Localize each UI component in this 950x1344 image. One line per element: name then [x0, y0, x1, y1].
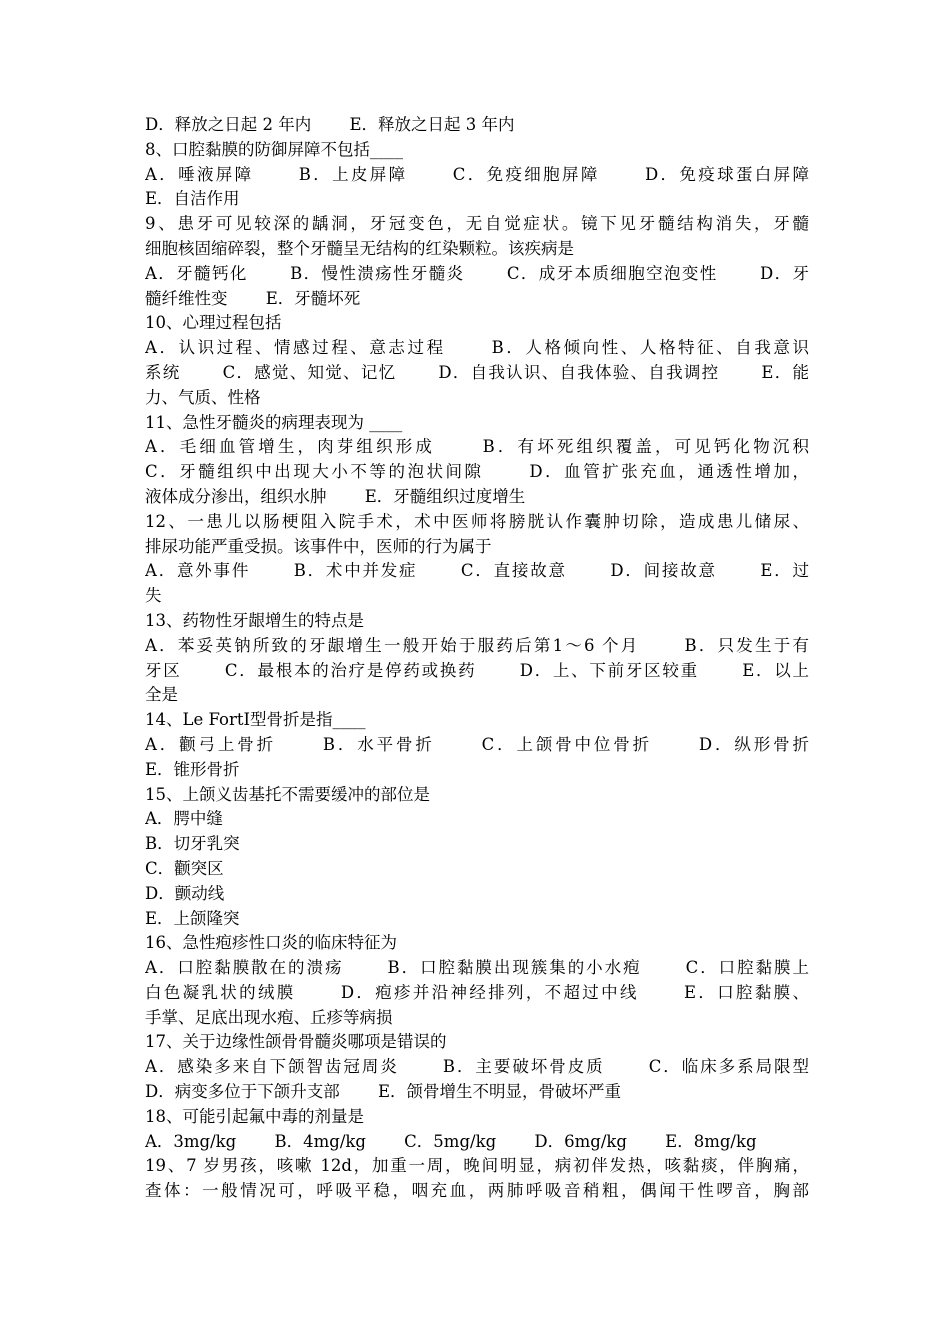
text-line: A．口腔黏膜散在的溃疡 B．口腔黏膜出现簇集的小水疱 C．口腔黏膜上: [145, 958, 809, 978]
text-line: 9、患牙可见较深的龋洞，牙冠变色，无自觉症状。镜下见牙髓结构消失，牙髓: [145, 214, 809, 234]
text-line: 排尿功能严重受损。该事件中，医师的行为属于: [145, 536, 492, 556]
text-line: 17、关于边缘性颌骨骨髓炎哪项是错误的: [145, 1032, 447, 1052]
text-line: 14、Le FortⅠ型骨折是指____: [145, 710, 366, 730]
text-line: D．释放之日起 2 年内 E．释放之日起 3 年内: [145, 115, 515, 134]
text-line: A．颧弓上骨折 B．水平骨折 C．上颌骨中位骨折 D．纵形骨折: [145, 734, 809, 754]
text-line: 11、急性牙髓炎的病理表现为 ____: [145, 412, 403, 432]
text-line: 手掌、足底出现水疱、丘疹等病损: [145, 1007, 393, 1027]
text-line: 19、7 岁男孩，咳嗽 12d，加重一周，晚间明显，病初伴发热，咳黏痰，伴胸痛，: [145, 1156, 809, 1176]
text-line: 髓纤维性变 E．牙髓坏死: [145, 288, 361, 308]
text-line: 16、急性疱疹性口炎的临床特征为: [145, 933, 397, 953]
text-line: 液体成分渗出，组织水肿 E．牙髓组织过度增生: [145, 486, 526, 506]
text-line: A．3mg/kg B．4mg/kg C．5mg/kg D．6mg/kg E．8mg/kg: [145, 1131, 757, 1151]
text-line: E．锥形骨折: [145, 759, 240, 779]
text-line: 15、上颌义齿基托不需要缓冲的部位是: [145, 784, 430, 804]
text-line: A．认识过程、情感过程、意志过程 B．人格倾向性、人格特征、自我意识: [145, 338, 809, 358]
text-line: A．唾液屏障 B．上皮屏障 C．免疫细胞屏障 D．免疫球蛋白屏障: [145, 164, 809, 184]
text-line: 细胞核固缩碎裂，整个牙髓呈无结构的红染颗粒。该疾病是: [145, 238, 574, 258]
text-line: 全是: [145, 685, 178, 705]
text-line: D．颤动线: [145, 883, 225, 903]
text-line: 12、一患儿以肠梗阻入院手术，术中医师将膀胱认作囊肿切除，造成患儿储尿、: [145, 511, 809, 531]
text-line: A．腭中缝: [145, 809, 223, 829]
text-line: A．感染多来自下颌智齿冠周炎 B．主要破坏骨皮质 C．临床多系局限型: [145, 1057, 809, 1077]
text-line: B．切牙乳突: [145, 834, 240, 854]
text-line: E．上颌隆突: [145, 908, 240, 928]
text-line: 18、可能引起氟中毒的剂量是: [145, 1106, 364, 1126]
text-line: A．苯妥英钠所致的牙龈增生一般开始于服药后第1～6 个月 B．只发生于有: [145, 635, 809, 655]
text-line: 系统 C．感觉、知觉、记忆 D．自我认识、自我体验、自我调控 E．能: [145, 362, 809, 382]
text-line: 13、药物性牙龈增生的特点是: [145, 610, 364, 630]
text-line: 失: [145, 586, 162, 606]
text-line: 10、心理过程包括: [145, 313, 282, 333]
text-line: C．颧突区: [145, 858, 224, 878]
text-line: 查体：一般情况可，呼吸平稳，咽充血，两肺呼吸音稍粗，偶闻干性啰音，胸部: [145, 1181, 809, 1201]
text-line: 白色凝乳状的绒膜 D．疱疹并沿神经排列，不超过中线 E．口腔黏膜、: [145, 982, 809, 1002]
text-line: A．牙髓钙化 B．慢性溃疡性牙髓炎 C．成牙本质细胞空泡变性 D．牙: [145, 263, 809, 283]
text-line: 力、气质、性格: [145, 387, 261, 407]
text-line: A．意外事件 B．术中并发症 C．直接故意 D．间接故意 E．过: [145, 561, 809, 581]
text-line: 8、口腔黏膜的防御屏障不包括____: [145, 139, 403, 159]
text-line: E．自洁作用: [145, 189, 240, 209]
text-line: 牙区 C．最根本的治疗是停药或换药 D．上、下前牙区较重 E．以上: [145, 660, 809, 680]
text-line: A．毛细血管增生，肉芽组织形成 B．有坏死组织覆盖，可见钙化物沉积: [145, 437, 809, 457]
document-body: [145, 113, 809, 1204]
text-line: C．牙髓组织中出现大小不等的泡状间隙 D．血管扩张充血，通透性增加，: [145, 462, 809, 482]
text-line: D．病变多位于下颌升支部 E．颌骨增生不明显，骨破坏严重: [145, 1082, 622, 1102]
